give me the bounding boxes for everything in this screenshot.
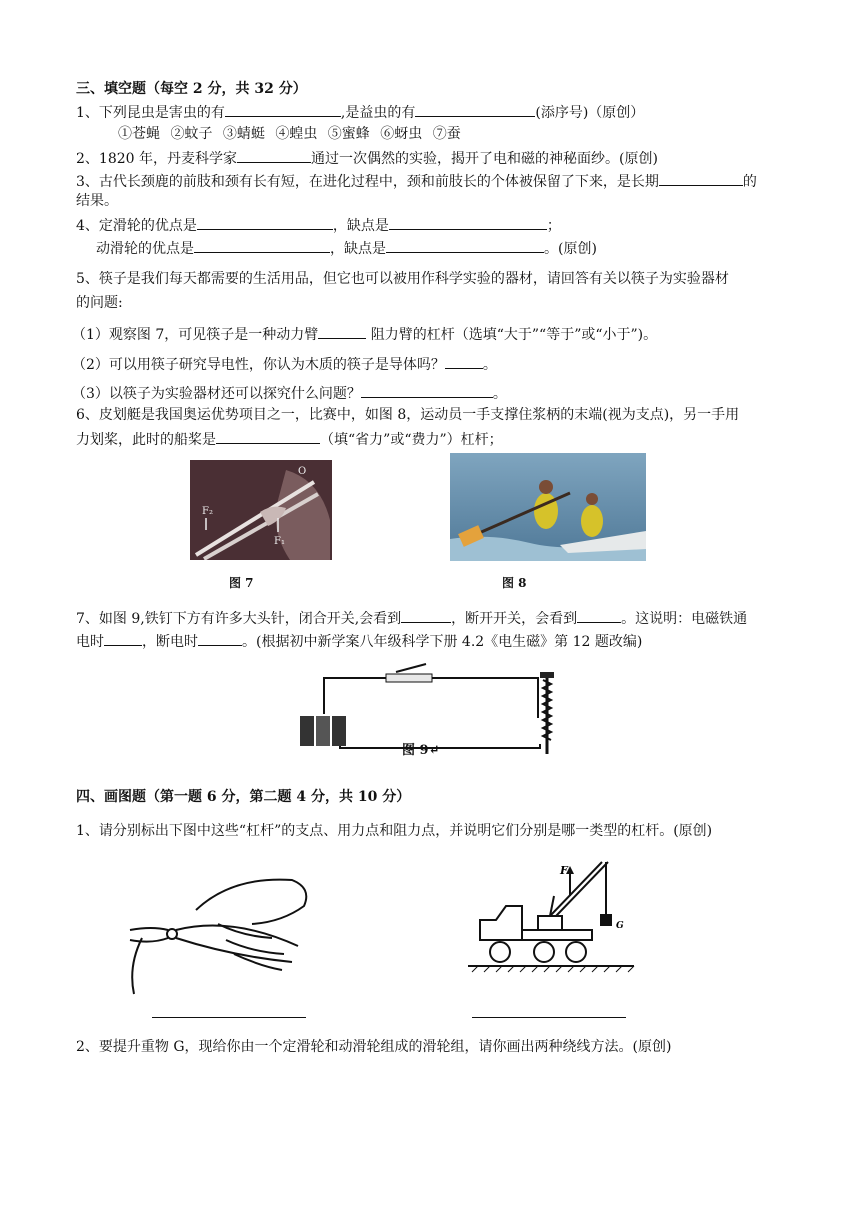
switch-base — [386, 674, 432, 682]
section-4-q1: 1、请分别标出下图中这些“杠杆”的支点、用力点和阻力点，并说明它们分别是哪一类型的杠杆。(原创) — [76, 823, 713, 839]
iron-nail — [540, 672, 554, 754]
answer-blank[interactable] — [401, 606, 451, 623]
question-5-3 — [72, 381, 507, 405]
weight-block — [600, 914, 612, 926]
q1-text-a: 1、下列昆虫是害虫的有 — [76, 105, 225, 121]
question-1 — [76, 100, 644, 124]
circuit-wire-bottom — [340, 744, 540, 748]
q5-2-text-a: （2）可以用筷子研究导电性，你认为木质的筷子是导体吗？ — [72, 357, 445, 373]
figure-7-caption: 图 7 — [229, 576, 254, 590]
question-4-line1 — [76, 213, 561, 237]
label-f: F — [560, 864, 568, 877]
q5-3-text-b: 。 — [492, 386, 507, 402]
answer-blank[interactable] — [197, 213, 333, 230]
q6-text-a: 6、皮划艇是我国奥运优势项目之一，比赛中，如图 8，运动员一手支撑住浆柄的末端(视为支点)，另一手用 — [76, 407, 740, 423]
question-4-line2 — [96, 236, 597, 260]
figure-7-chopsticks-photo — [190, 460, 332, 560]
pliers-pivot — [167, 929, 177, 939]
answer-blank[interactable] — [577, 606, 621, 623]
q3-text-b: 的 — [742, 174, 757, 190]
question-6-line2 — [76, 427, 503, 451]
q4-text-f: 。(原创) — [544, 241, 597, 257]
pliers-jaw-upper — [130, 928, 168, 930]
q5-1-text-b: 阻力臂的杠杆（选填“大于”“等于”或“小于”)。 — [370, 327, 658, 343]
answer-blank[interactable] — [415, 100, 535, 117]
pliers-handle-lower — [176, 938, 292, 962]
q1-text-c: (添序号)（原创） — [535, 105, 645, 121]
q7-text-a: 7、如图 9,铁钉下方有许多大头针，闭合开关,会看到 — [76, 611, 402, 627]
switch-lever — [396, 664, 426, 672]
answer-blank[interactable] — [361, 381, 493, 398]
battery-cell-3 — [332, 716, 346, 746]
answer-blank[interactable] — [198, 629, 242, 646]
answer-blank[interactable] — [104, 629, 142, 646]
label-o: O — [298, 466, 307, 477]
q5-3-text-a: （3）以筷子为实验器材还可以探究什么问题？ — [72, 386, 361, 402]
question-7-line2 — [76, 629, 642, 653]
pliers-drawing — [122, 866, 332, 1000]
crane-boom — [550, 862, 602, 916]
question-5-2 — [72, 352, 497, 376]
athlete-2-head — [586, 493, 598, 505]
nail-head — [540, 672, 554, 678]
q2-text-a: 2、1820 年，丹麦科学家 — [76, 151, 237, 167]
answer-line-pliers[interactable] — [152, 1017, 306, 1018]
section-4-title: 四、画图题（第一题 6 分，第二题 4 分，共 10 分） — [76, 789, 411, 805]
q3-text-a: 3、古代长颈鹿的前肢和颈有长有短，在进化过程中，颈和前肢长的个体被保留了下来，是长期 — [76, 174, 659, 190]
q4-text-d: 动滑轮的优点是 — [96, 241, 194, 257]
figure-8-caption: 图 8 — [502, 576, 527, 590]
q4-text-e: ，缺点是 — [330, 241, 386, 257]
q3-text-c: 结果。 — [76, 193, 118, 209]
q1-text-b: ,是益虫的有 — [340, 105, 416, 121]
label-f2: F₂ — [202, 506, 213, 517]
hand-outline — [196, 880, 306, 924]
answer-blank[interactable] — [225, 100, 341, 117]
truck-bed — [522, 930, 592, 940]
q5-text-a: 5、筷子是我们每天都需要的生活用品，但它也可以被用作科学实验的器材，请回答有关以筷子为实验器材 — [76, 271, 729, 287]
q6-text-b: 力划桨，此时的船桨是 — [76, 432, 216, 448]
answer-blank[interactable] — [216, 427, 320, 444]
q7-text-b: ，断开开关，会看到 — [451, 611, 578, 627]
question-5-1 — [72, 322, 657, 346]
section-3-title: 三、填空题（每空 2 分，共 32 分） — [76, 81, 307, 97]
battery-cell-2 — [316, 716, 330, 746]
question-2 — [76, 146, 658, 170]
answer-blank[interactable] — [386, 236, 544, 253]
pliers-jaw-lower — [130, 938, 168, 942]
athlete-2-jersey — [581, 505, 603, 537]
answer-blank[interactable] — [659, 169, 743, 186]
crane-truck-drawing — [466, 856, 636, 978]
answer-blank[interactable] — [318, 322, 366, 339]
q5-2-text-b: 。 — [482, 357, 497, 373]
label-f1: F₁ — [274, 536, 285, 547]
q7-text-e: ，断电时 — [142, 634, 198, 650]
answer-blank[interactable] — [445, 352, 483, 369]
q5-text-b: 的问题: — [76, 295, 123, 311]
figure-8-kayak-photo — [450, 453, 646, 561]
figure-9-caption: 图 9↵ — [402, 743, 440, 758]
front-wheel — [490, 942, 510, 962]
q2-text-b: 通过一次偶然的实验，揭开了电和磁的神秘面纱。(原创) — [311, 151, 658, 167]
q1-options: ①苍蝇 ②蚊子 ③蜻蜓 ④蝗虫 ⑤蜜蜂 ⑥蚜虫 ⑦蚕 — [118, 126, 461, 142]
answer-line-crane[interactable] — [472, 1017, 626, 1018]
q7-text-c: 。这说明：电磁铁通 — [621, 611, 748, 627]
answer-blank[interactable] — [389, 213, 547, 230]
q6-text-c: （填“省力”或“费力”）杠杆； — [320, 432, 503, 448]
q5-1-text-a: （1）观察图 7，可见筷子是一种动力臂 — [72, 327, 319, 343]
answer-blank[interactable] — [194, 236, 330, 253]
athlete-1-head — [539, 480, 553, 494]
circuit-wire-top — [324, 678, 538, 718]
truck-cab — [480, 906, 522, 940]
q4-text-a: 4、定滑轮的优点是 — [76, 218, 197, 234]
q4-text-c: ； — [546, 218, 561, 234]
middle-wheel — [534, 942, 554, 962]
q7-text-f: 。(根据初中新学案八年级科学下册 4.2《电生磁》第 12 题改编) — [242, 634, 643, 650]
rear-wheel — [566, 942, 586, 962]
battery — [300, 716, 346, 746]
wire — [132, 938, 142, 994]
q4-text-b: ，缺点是 — [332, 218, 389, 234]
battery-cell-1 — [300, 716, 314, 746]
question-7-line1 — [76, 606, 747, 630]
answer-blank[interactable] — [237, 146, 311, 163]
label-g: G — [616, 921, 624, 931]
crane-base — [538, 916, 562, 930]
question-3 — [76, 169, 757, 193]
q7-text-d: 电时 — [76, 634, 104, 650]
section-4-q2: 2、要提升重物 G，现给你由一个定滑轮和动滑轮组成的滑轮组，请你画出两种绕线方法。(原创) — [76, 1039, 672, 1055]
